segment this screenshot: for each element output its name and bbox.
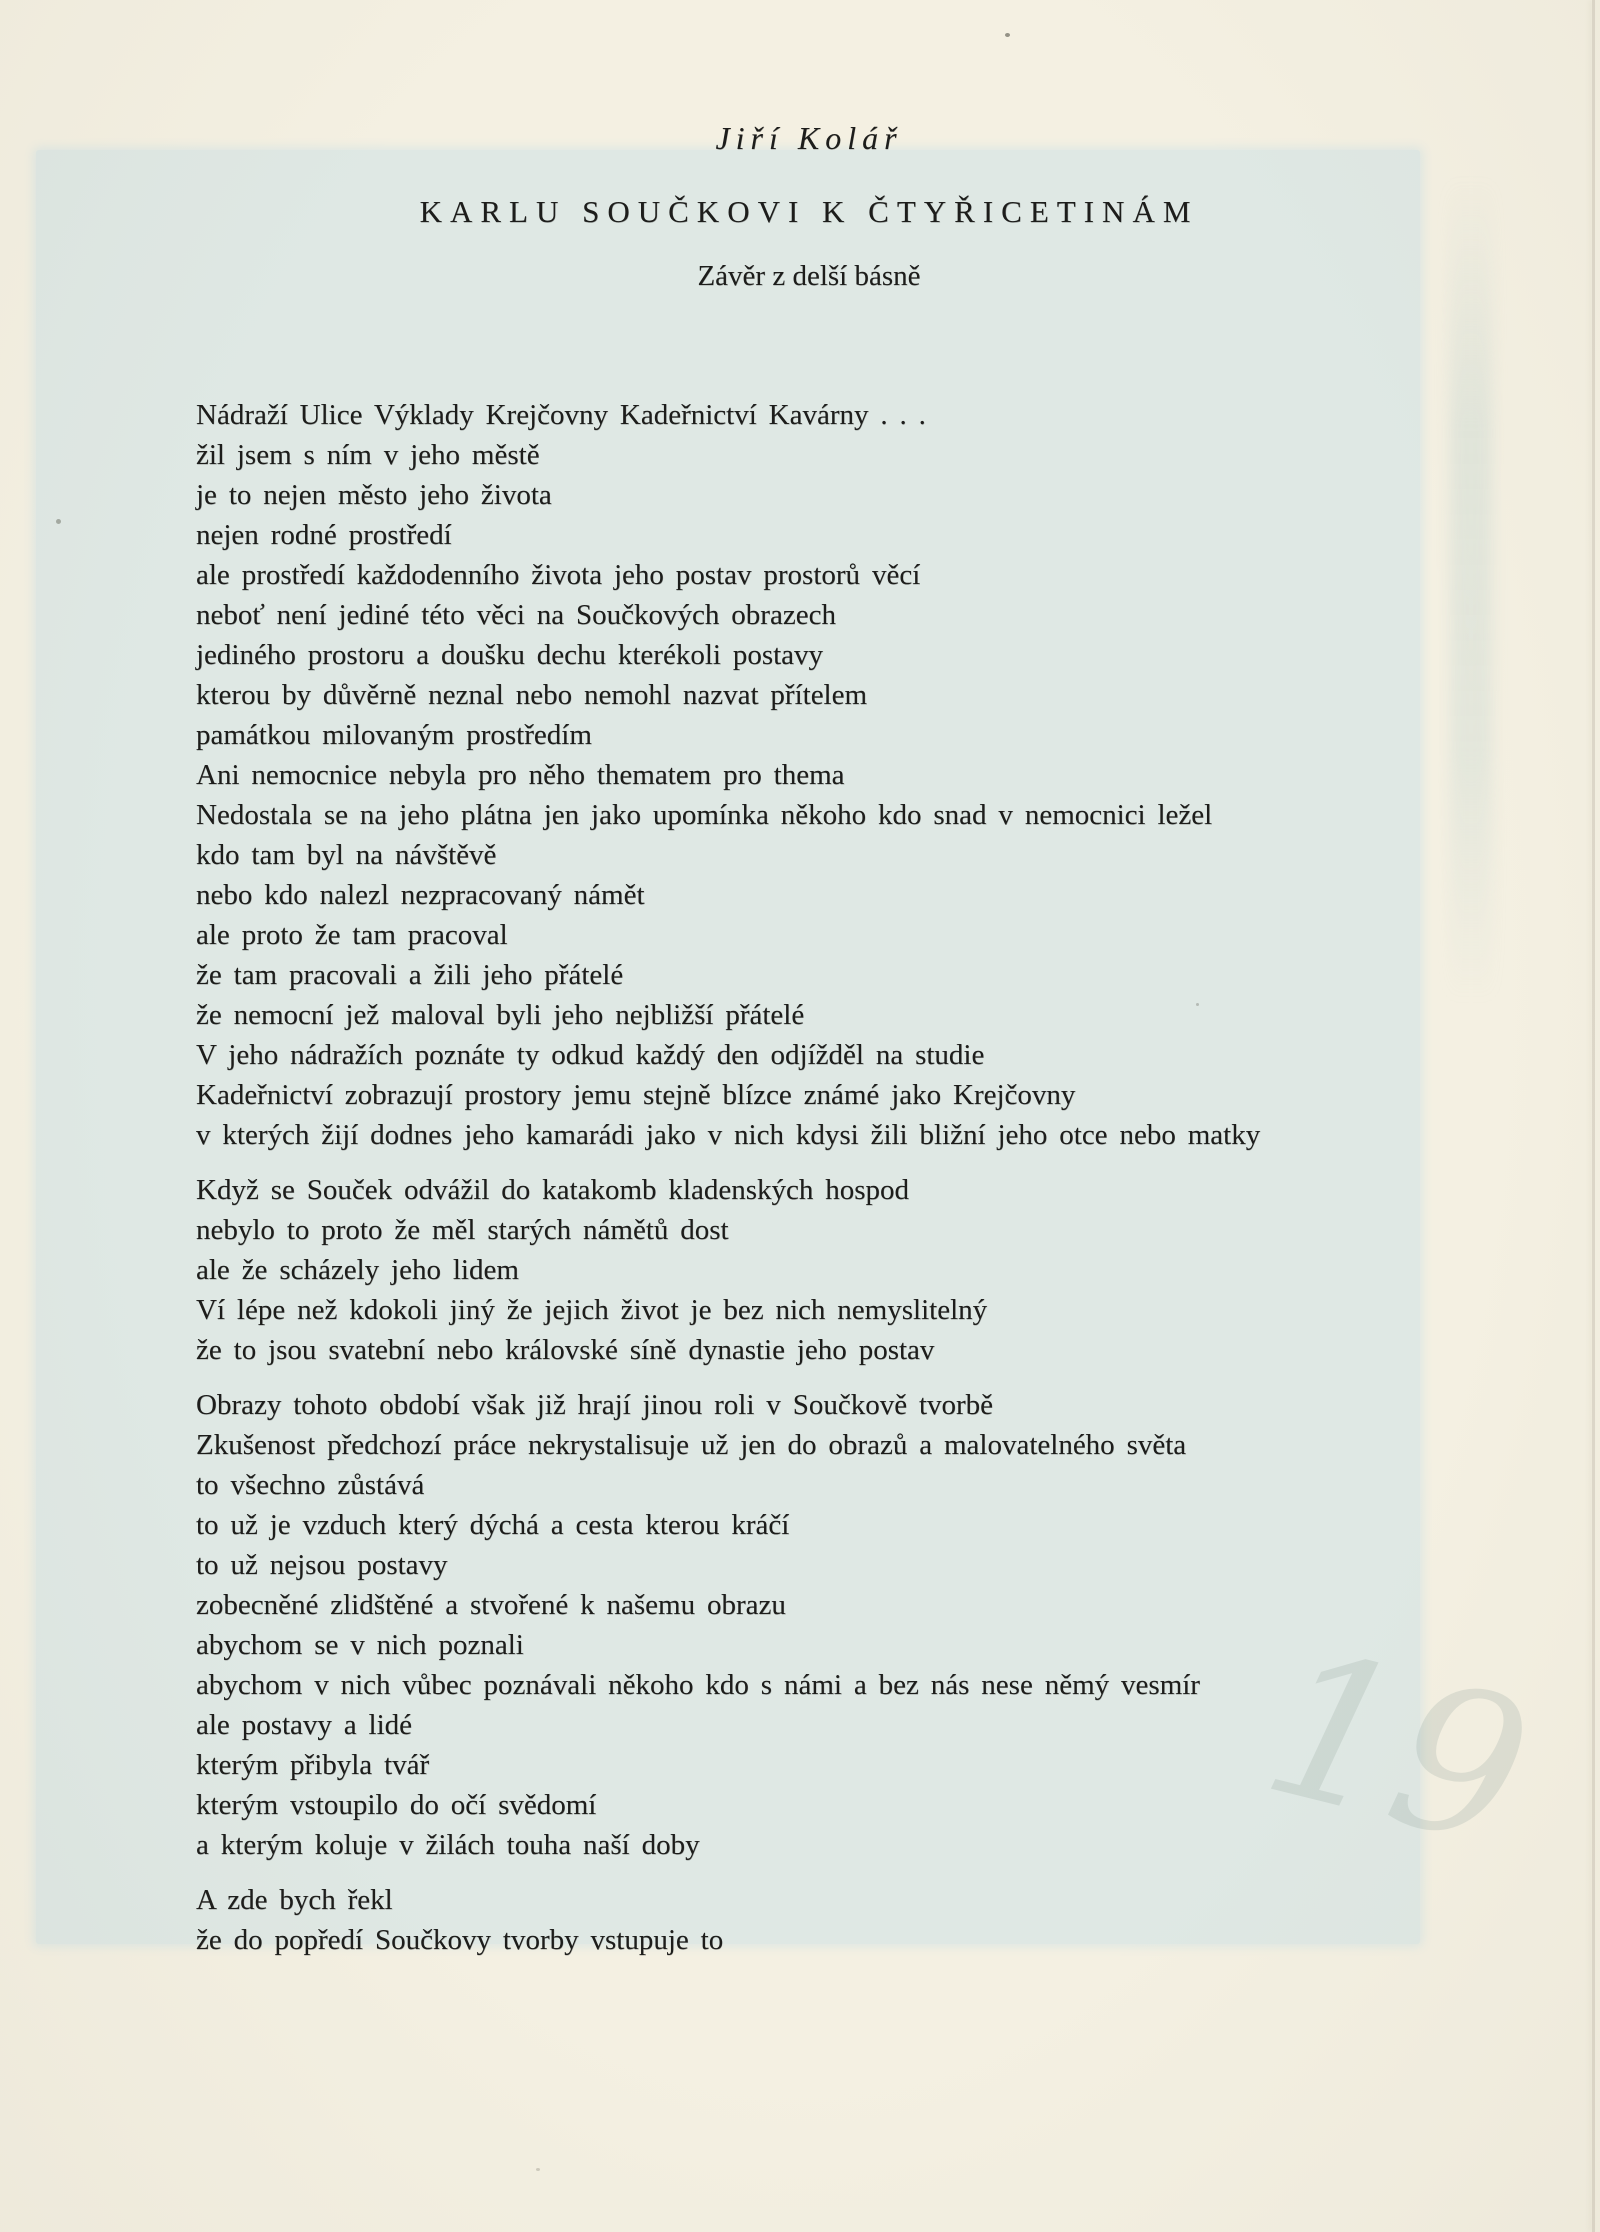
poem-line: kterým přibyla tvář — [196, 1749, 430, 1781]
poem-line: jediného prostoru a doušku dechu kterékoli postavy — [196, 639, 824, 671]
poem-line: že nemocní jež maloval byli jeho nejbližší přátelé — [196, 999, 805, 1031]
poem-line: že to jsou svatební nebo královské síně dynastie jeho postav — [196, 1334, 935, 1366]
poem-line: Když se Souček odvážil do katakomb kladenských hospod — [196, 1174, 910, 1206]
poem-line: zobecněné zlidštěné a stvořené k našemu obrazu — [196, 1589, 786, 1621]
poem-line: ale postavy a lidé — [196, 1709, 413, 1741]
stanza — [196, 1385, 1260, 1865]
poem-line: ale že scházely jeho lidem — [196, 1254, 519, 1286]
poem-line: je to nejen město jeho života — [196, 479, 552, 511]
paper-speck — [56, 519, 61, 524]
paper-speck — [536, 2168, 540, 2171]
pencil-margin-mark: 19 — [1245, 1605, 1550, 1894]
poem-line: Ví lépe než kdokoli jiný že jejich život je bez nich nemyslitelný — [196, 1294, 988, 1326]
stanza — [196, 395, 1260, 1155]
poem-line: to už je vzduch který dýchá a cesta kterou kráčí — [196, 1509, 790, 1541]
poem-line: nebylo to proto že měl starých námětů dost — [196, 1214, 729, 1246]
poem-line: nebo kdo nalezl nezpracovaný námět — [196, 879, 645, 911]
poem-line: neboť není jediné této věci na Součkových obrazech — [196, 599, 836, 631]
poem-line: Nádraží Ulice Výklady Krejčovny Kadeřnictví Kavárny . . . — [196, 399, 926, 431]
poem-line: Obrazy tohoto období však již hrají jinou roli v Součkově tvorbě — [196, 1389, 994, 1421]
paper-speck — [1005, 33, 1010, 37]
stanza — [196, 1880, 1260, 1960]
poem-line: to všechno zůstává — [196, 1469, 425, 1501]
poem-line: památkou milovaným prostředím — [196, 719, 592, 751]
poem-line: ale proto že tam pracoval — [196, 919, 508, 951]
poem-line: že do popředí Součkovy tvorby vstupuje to — [196, 1924, 724, 1956]
poem-line: že tam pracovali a žili jeho přátelé — [196, 959, 624, 991]
page-edge-shadow — [1592, 0, 1595, 2232]
poem-line: ale prostředí každodenního života jeho postav prostorů věcí — [196, 559, 921, 591]
poem-line: Zkušenost předchozí práce nekrystalisuje už jen do obrazů a malovatelného světa — [196, 1429, 1187, 1461]
poem-line: kterou by důvěrně neznal nebo nemohl nazvat přítelem — [196, 679, 868, 711]
poem-line: abychom se v nich poznali — [196, 1629, 524, 1661]
poem-line: v kterých žijí dodnes jeho kamarádi jako v nich kdysi žili bližní jeho otce nebo matky — [196, 1119, 1261, 1151]
show-through-smudge — [1450, 180, 1492, 1000]
paper-speck — [1196, 1003, 1199, 1006]
poem-line: žil jsem s ním v jeho městě — [196, 439, 540, 471]
poem-line: to už nejsou postavy — [196, 1549, 448, 1581]
poem-line: Nedostala se na jeho plátna jen jako upomínka někoho kdo snad v nemocnici ležel — [196, 799, 1213, 831]
poem-title: KARLU SOUČKOVI K ČTYŘICETINÁM — [419, 194, 1199, 229]
poem-line: kterým vstoupilo do očí svědomí — [196, 1789, 597, 1821]
poem-line: abychom v nich vůbec poznávali někoho kdo s námi a bez nás nese němý vesmír — [196, 1669, 1200, 1701]
poem-subtitle: Závěr z delší básně — [697, 260, 921, 292]
poem-line: a kterým koluje v žilách touha naší doby — [196, 1829, 700, 1861]
poem-line: V jeho nádražích poznáte ty odkud každý den odjížděl na studie — [196, 1039, 985, 1071]
poem-line: kdo tam byl na návštěvě — [196, 839, 497, 871]
poem-line: A zde bych řekl — [196, 1884, 393, 1916]
poem-line: nejen rodné prostředí — [196, 519, 452, 551]
stanza — [196, 1170, 1260, 1370]
poem-line: Kadeřnictví zobrazují prostory jemu stejně blízce známé jako Krejčovny — [196, 1079, 1076, 1111]
poem-line: Ani nemocnice nebyla pro něho thematem pro thema — [196, 759, 845, 791]
poem-body — [196, 395, 1260, 1975]
author-name: Jiří Kolář — [715, 120, 903, 156]
